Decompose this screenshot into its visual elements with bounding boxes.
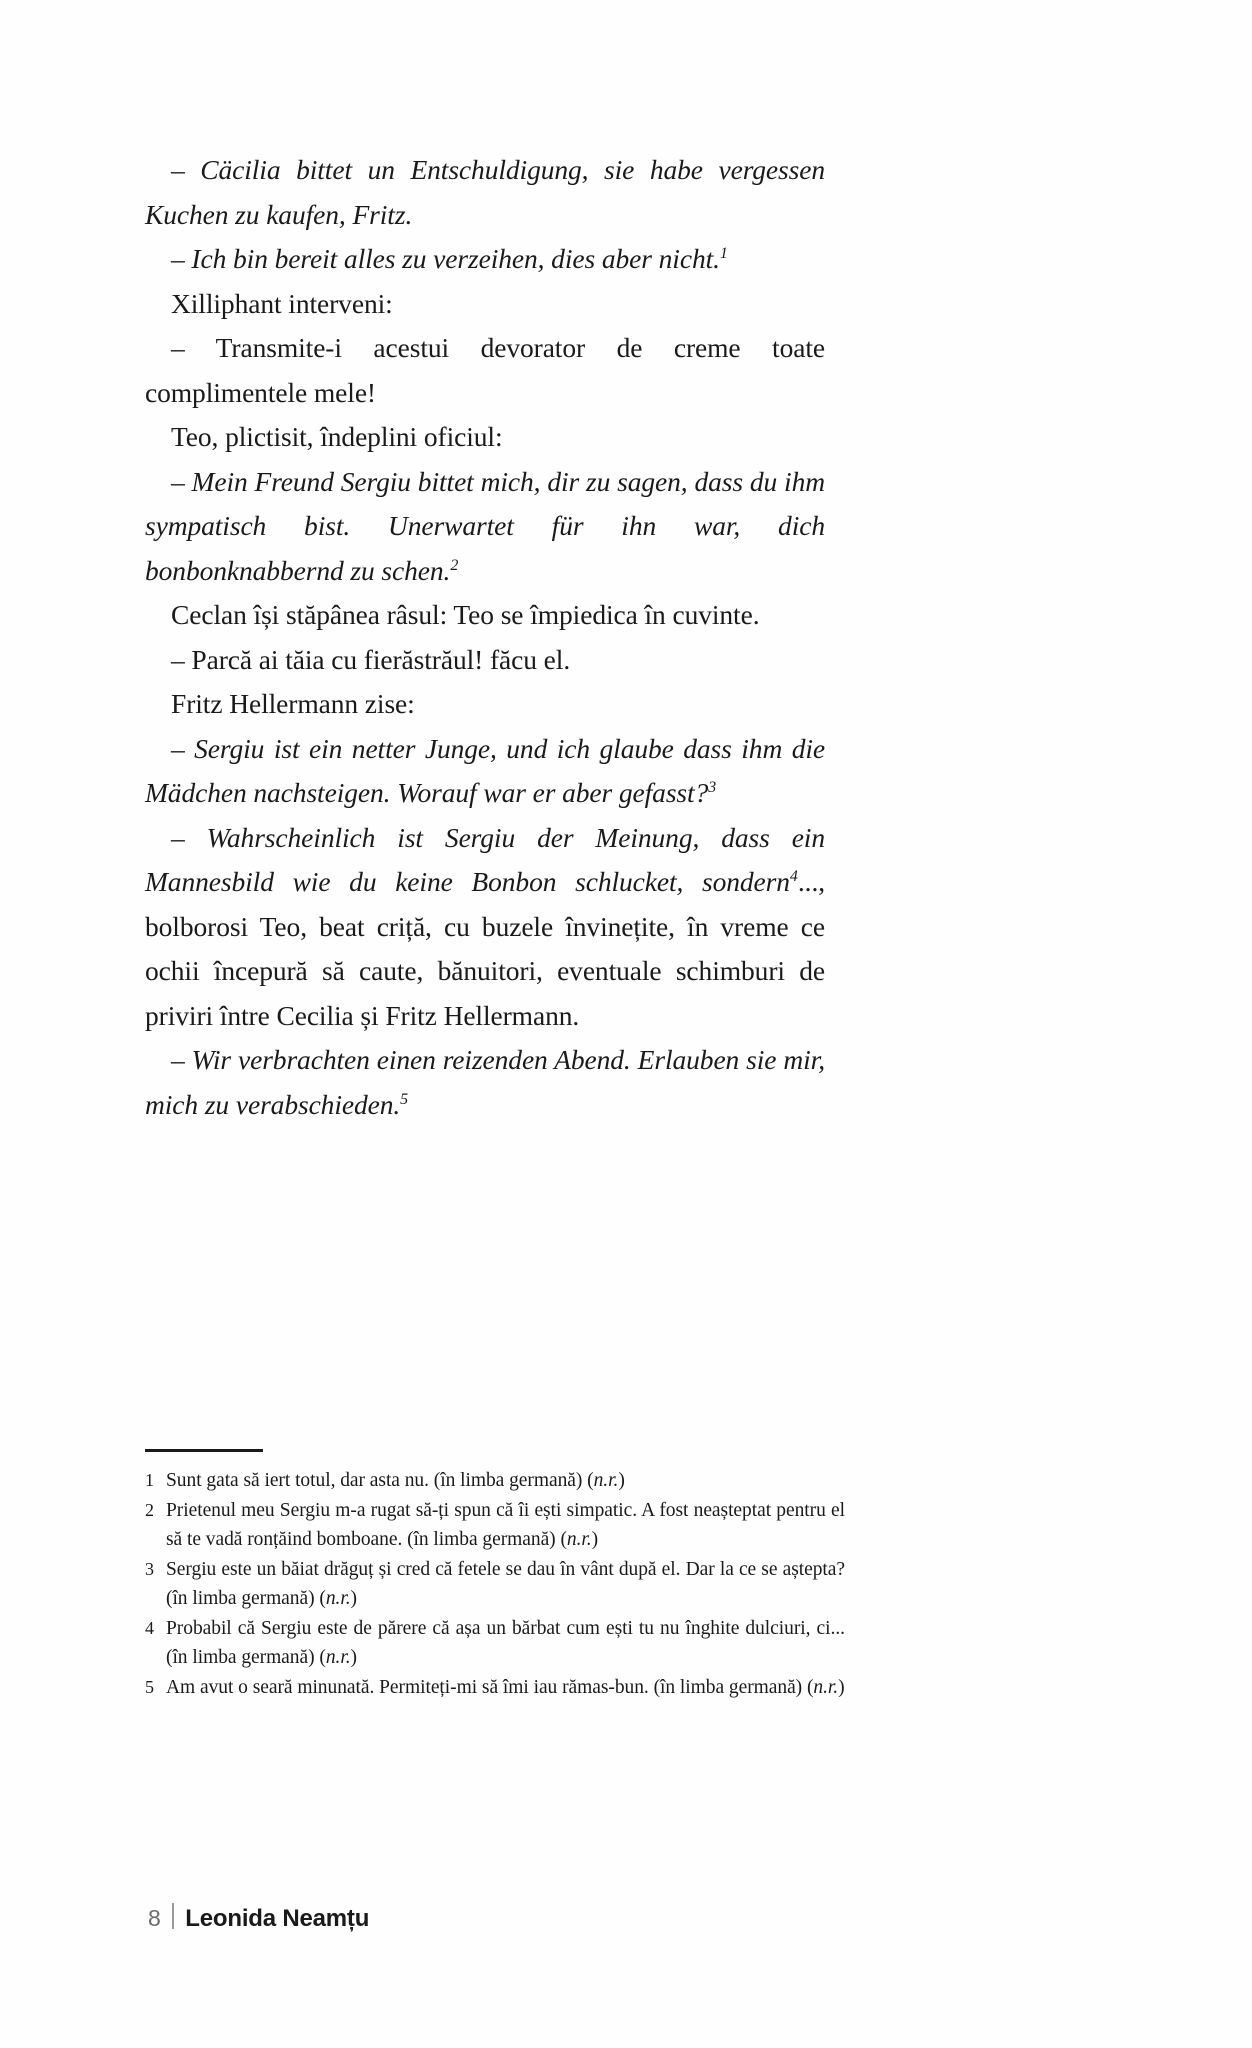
page-number: 8 (148, 1905, 162, 1931)
footer-divider (172, 1903, 174, 1929)
footnote-number: 2 (145, 1499, 154, 1520)
footnote-marker: 3 (708, 779, 717, 797)
text-run-roman: – Parcă ai tăia cu fierăstrăul! făcu el. (171, 643, 571, 675)
footnote-number: 4 (145, 1617, 154, 1638)
text-run-roman: Ceclan își stăpânea râsul: Teo se împiedica în cuvinte. (171, 599, 760, 630)
footnote-text (166, 1555, 845, 1614)
body-paragraph (145, 282, 825, 327)
footnote-run: ) (618, 1470, 625, 1491)
footnote-source-note: n.r. (325, 1647, 351, 1668)
footnote-number: 1 (145, 1470, 154, 1490)
body-text-column (145, 148, 825, 1127)
text-run-italic: – Cäcilia bittet un Entschuldigung, sie habe vergessen Kuchen zu kaufen, Fritz. (145, 154, 825, 230)
footnote-item (145, 1555, 845, 1614)
body-paragraph (145, 415, 825, 460)
footnote-item (145, 1496, 845, 1555)
footnote-run: Prietenul meu Sergiu m-a rugat să-ți spun că îi ești simpatic. A fost neașteptat pentru el să te vadă ronțăind bomboane. (în limba germană) ( (166, 1499, 845, 1550)
footnote-run: ) (838, 1676, 845, 1698)
body-paragraph (145, 326, 825, 415)
body-paragraph (145, 816, 825, 1039)
body-paragraph (145, 460, 825, 594)
body-paragraph (145, 148, 825, 237)
footnote-text (166, 1614, 845, 1673)
footnote-separator-rule (145, 1449, 263, 1452)
text-run-italic: – Sergiu ist ein netter Junge, und ich glaube dass ihm die Mädchen nachsteigen. Worauf war er aber gefasst? (145, 732, 825, 808)
footnote-marker: 1 (719, 245, 728, 263)
footnote-run: Sergiu este un băiat drăguț și cred că fetele se dau în vânt după el. Dar la ce se aștepta? (în limba germană) ( (166, 1558, 845, 1609)
footnote-run: Probabil că Sergiu este de părere că așa un bărbat cum ești tu nu înghite dulciuri, ci... (în limba germană) ( (166, 1617, 845, 1668)
text-run-italic: – Wir verbrachten einen reizenden Abend. Erlauben sie mir, mich zu verabschieden. (145, 1044, 825, 1120)
footnote-run: ) (350, 1588, 357, 1609)
body-paragraph (145, 237, 825, 282)
footnote-run: Am avut o seară minunată. Permiteți-mi să îmi iau rămas-bun. (în limba germană) ( (166, 1676, 814, 1698)
footnote-text (166, 1466, 845, 1496)
footnote-item (145, 1673, 845, 1703)
footnote-marker: 2 (450, 556, 459, 574)
footnote-source-note: n.r. (813, 1676, 839, 1698)
footnote-block (145, 1449, 845, 1702)
text-run-roman: – Transmite-i acestui devorator de creme toate complimentele mele! (145, 332, 825, 408)
body-paragraph (145, 727, 825, 816)
body-paragraph (145, 638, 825, 683)
text-run-italic: – Mein Freund Sergiu bittet mich, dir zu sagen, dass du ihm sympatisch bist. Unerwartet für ihn war, dich bonbonknabbernd zu schen. (145, 465, 825, 586)
footnote-item (145, 1466, 845, 1496)
text-run-roman: Xilliphant interveni: (171, 287, 393, 319)
footnote-text (166, 1496, 845, 1555)
footnote-number: 3 (145, 1558, 154, 1579)
text-run-italic: – Ich bin bereit alles zu verzeihen, dies aber nicht. (171, 243, 720, 274)
author-name: Leonida Neamțu (185, 1905, 370, 1932)
body-paragraph (145, 682, 825, 727)
footnote-text (166, 1673, 845, 1703)
text-run-roman: ..., bolborosi Teo, beat criță, cu buzele învinețite, în vreme ce ochii începură să caute, bănuitori, eventuale schimburi de priviri între Cecilia și Fritz Hellermann. (145, 866, 825, 1031)
footnote-run: ) (591, 1529, 599, 1550)
footnote-source-note: n.r. (593, 1470, 619, 1491)
body-paragraph (145, 593, 825, 638)
footnote-source-note: n.r. (325, 1588, 351, 1609)
footnote-number: 5 (145, 1676, 154, 1697)
text-run-roman: Fritz Hellermann zise: (171, 688, 415, 719)
footnote-run: Sunt gata să iert totul, dar asta nu. (în limba germană) ( (166, 1470, 594, 1491)
footnote-run: ) (350, 1647, 357, 1668)
text-run-roman: Teo, plictisit, îndeplini oficiul: (171, 421, 503, 452)
footnote-item (145, 1614, 845, 1673)
footnote-marker: 4 (789, 868, 798, 886)
footnote-source-note: n.r. (566, 1529, 592, 1550)
page-footer (148, 1900, 369, 1933)
footnote-marker: 5 (400, 1090, 409, 1108)
footnote-list (145, 1466, 845, 1702)
text-run-italic: – Wahrscheinlich ist Sergiu der Meinung, dass ein Mannesbild wie du keine Bonbon schlucket, sondern (145, 821, 825, 897)
body-paragraph (145, 1038, 825, 1127)
